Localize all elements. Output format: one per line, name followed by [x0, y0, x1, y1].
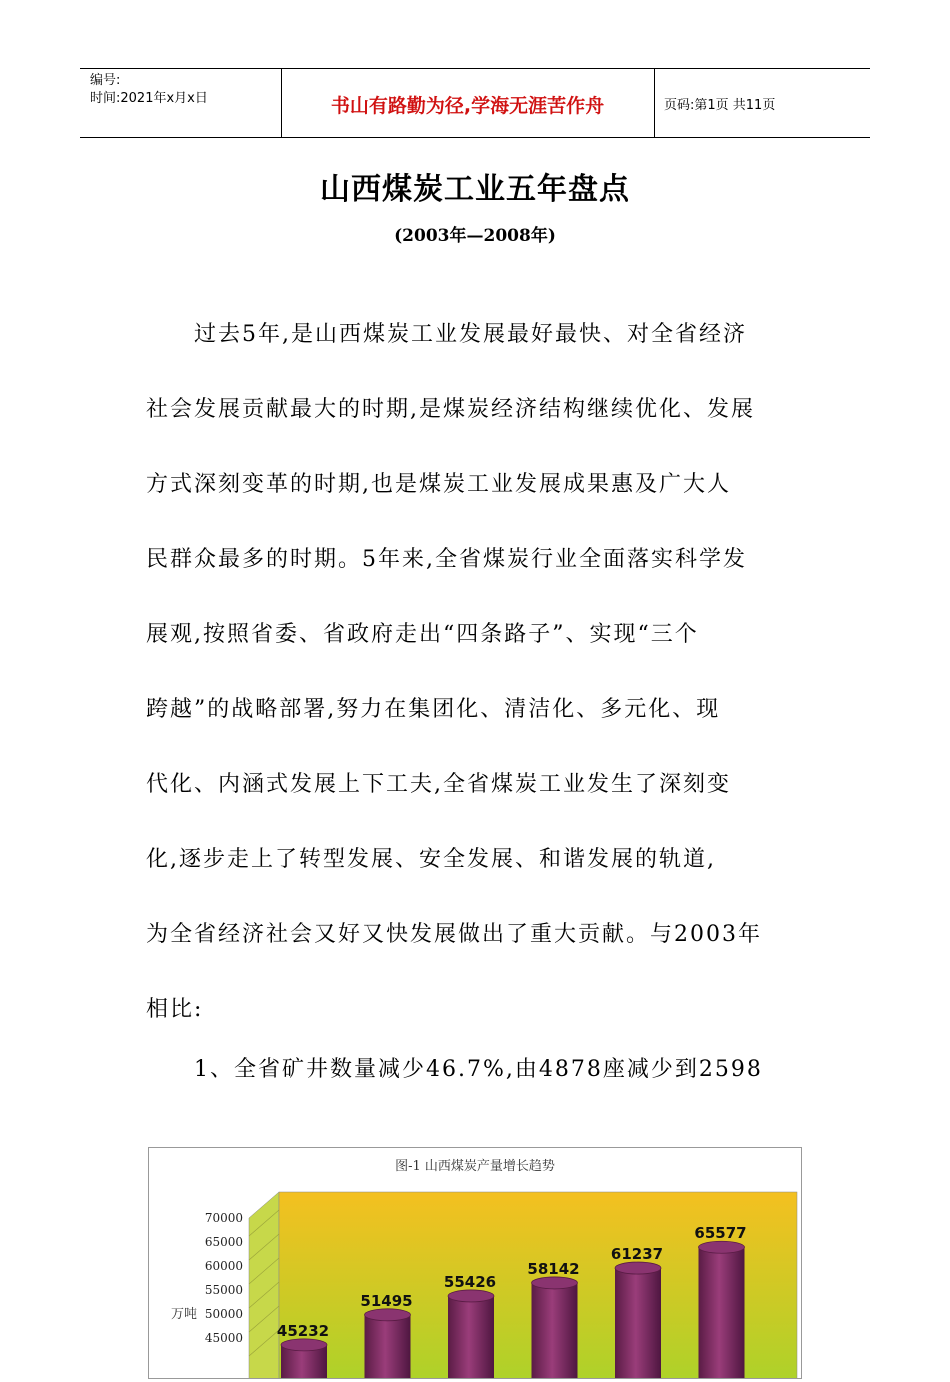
chart-side-wall [249, 1192, 279, 1378]
bar [277, 1322, 329, 1378]
y-axis-label: 万吨 [170, 1307, 197, 1322]
header-motto: 书山有路勤为径,学海无涯苦作舟 [330, 95, 605, 117]
y-axis-ticks [205, 1211, 243, 1345]
text-line: 社会发展贡献最大的时期,是煤炭经济结构继续优化、发展 [146, 397, 755, 422]
time-label: 时间:2021年x月x日 [90, 91, 208, 106]
bar-cap [365, 1309, 411, 1321]
bar-cap [532, 1277, 578, 1289]
bar-value-label: 65577 [694, 1224, 747, 1243]
bar-body [365, 1315, 411, 1378]
bar [611, 1245, 663, 1378]
text-line: 相比: [146, 997, 204, 1022]
bar-value-label: 45232 [276, 1321, 330, 1340]
production-chart [148, 1147, 802, 1379]
bar [527, 1260, 579, 1378]
page-info: 页码:第1页 共11页 [664, 98, 776, 113]
text-line: 代化、内涵式发展上下工夫,全省煤炭工业发生了深刻变 [146, 772, 731, 797]
y-tick-label: 55000 [204, 1283, 243, 1297]
bar-body [699, 1247, 745, 1378]
bar [444, 1273, 496, 1378]
header-meta [90, 72, 208, 108]
bar [360, 1292, 412, 1378]
y-tick-label: 70000 [204, 1211, 243, 1225]
bar [694, 1224, 746, 1378]
doc-title: 山西煤炭工业五年盘点 [320, 172, 630, 207]
bar-cap [699, 1241, 745, 1253]
bar-body [532, 1283, 578, 1378]
bar-cap [615, 1262, 661, 1274]
code-label: 编号: [90, 73, 121, 88]
bar-body [448, 1296, 494, 1378]
bar-value-label: 51495 [360, 1291, 413, 1310]
text-line: 过去5年,是山西煤炭工业发展最好最快、对全省经济 [194, 322, 747, 347]
y-tick-label: 50000 [204, 1307, 243, 1321]
bar-value-label: 58142 [527, 1259, 580, 1278]
header-divider [654, 69, 655, 137]
bar-value-label: 61237 [610, 1245, 664, 1264]
text-line: 为全省经济社会又好又快发展做出了重大贡献。与2003年 [146, 922, 762, 947]
text-line: 1、全省矿井数量减少46.7%,由4878座减少到2598 [194, 1057, 763, 1082]
text-line: 化,逐步走上了转型发展、安全发展、和谐发展的轨道, [146, 847, 716, 872]
text-line: 跨越”的战略部署,努力在集团化、清洁化、多元化、现 [146, 697, 721, 722]
bar-cap [281, 1339, 327, 1351]
doc-subtitle: (2003年—2008年) [394, 226, 556, 246]
chart-title: 图-1 山西煤炭产量增长趋势 [395, 1159, 555, 1174]
y-tick-label: 60000 [204, 1259, 243, 1273]
y-tick-label: 45000 [204, 1331, 243, 1345]
y-tick-label: 65000 [204, 1235, 243, 1249]
text-line: 展观,按照省委、省政府走出“四条路子”、实现“三个 [146, 622, 699, 647]
text-line: 民群众最多的时期。5年来,全省煤炭行业全面落实科学发 [146, 547, 747, 572]
bar-value-label: 55426 [443, 1272, 497, 1291]
page-header [80, 68, 870, 138]
text-line: 方式深刻变革的时期,也是煤炭工业发展成果惠及广大人 [146, 472, 731, 497]
bar-cap [448, 1290, 494, 1302]
bar-body [615, 1268, 661, 1378]
